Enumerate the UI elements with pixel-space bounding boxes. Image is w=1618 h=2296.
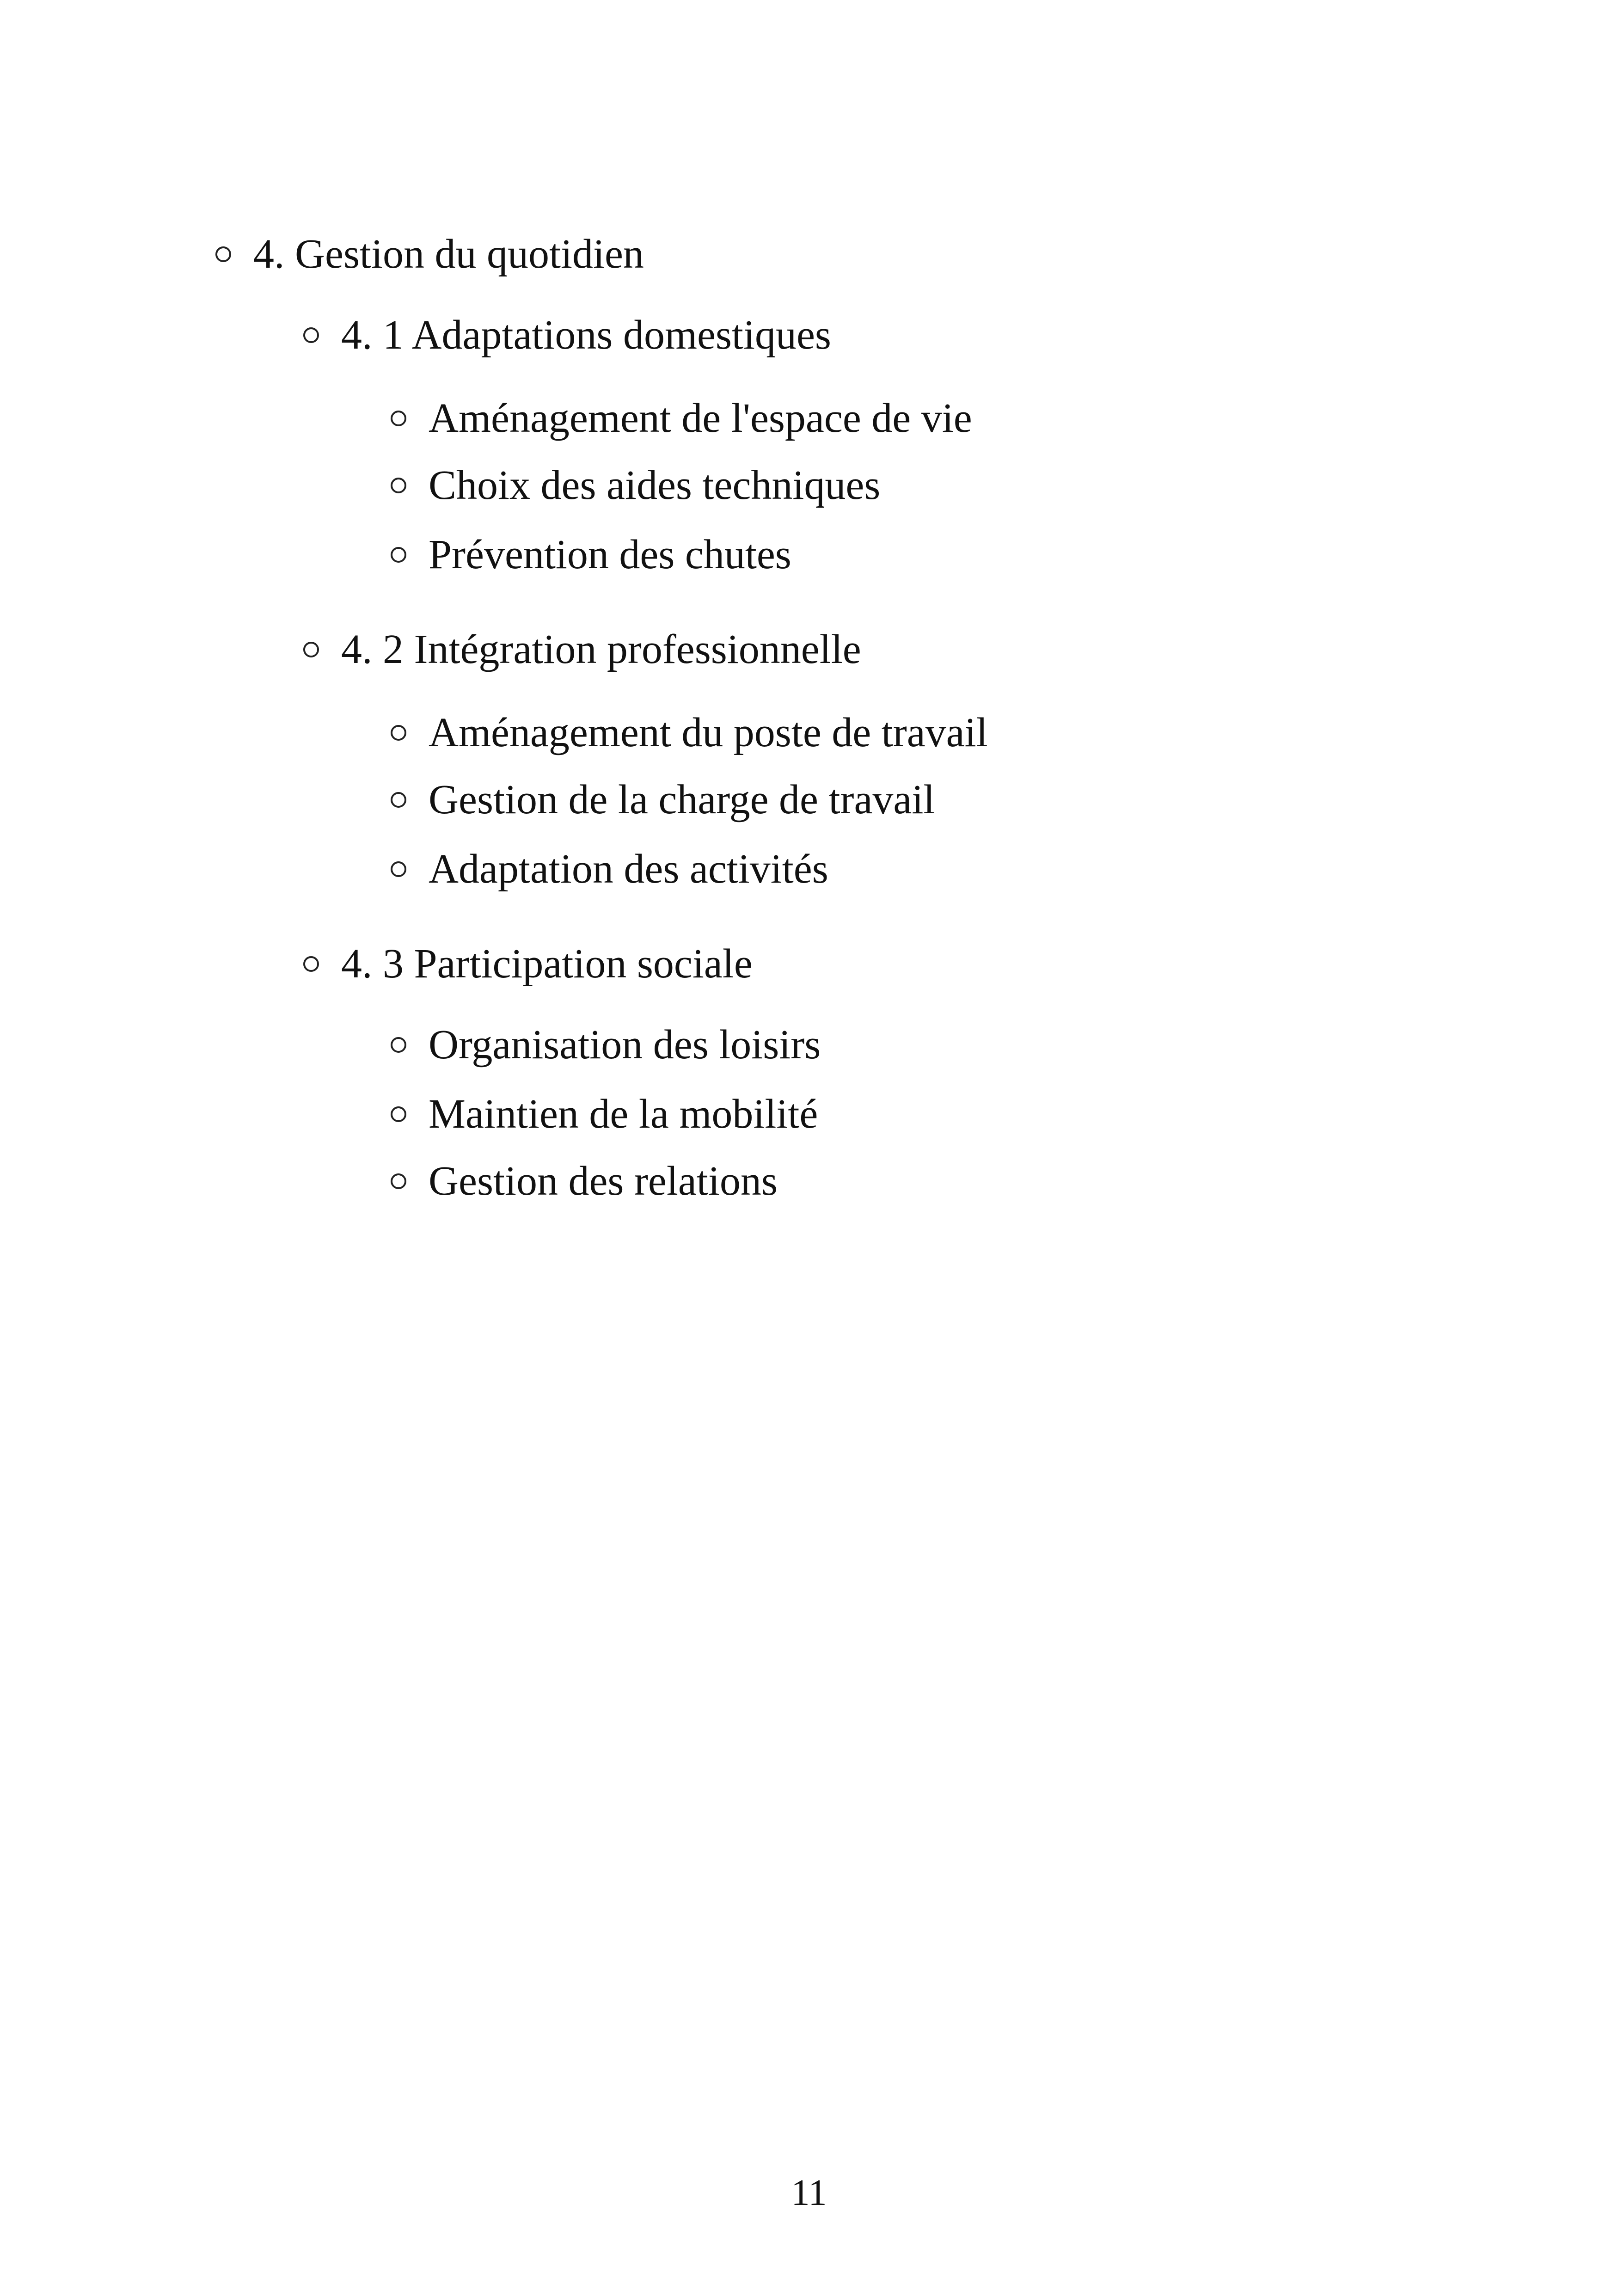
hollow-bullet-icon [391,1037,406,1053]
outline-item-label: Adaptation des activités [429,846,828,892]
section-title: 4. Gestion du quotidien [253,231,644,277]
outline-item-label: Organisation des loisirs [429,1022,821,1068]
outline-item-label: Aménagement du poste de travail [429,710,988,755]
outline-item [391,527,791,583]
subsection-title: 4. 3 Participation sociale [341,941,753,987]
hollow-bullet-icon [303,642,319,657]
hollow-bullet-icon [391,547,406,563]
hollow-bullet-icon [391,1173,406,1189]
outline-item-label: Prévention des chutes [429,532,791,577]
outline-item-subsection-4-1 [303,307,831,363]
hollow-bullet-icon [391,725,406,741]
hollow-bullet-icon [391,478,406,493]
outline-item [391,458,880,513]
outline-item [391,705,988,761]
outline-item-label: Aménagement de l'espace de vie [429,395,972,441]
outline-item-label: Maintien de la mobilité [429,1091,818,1137]
hollow-bullet-icon [391,411,406,426]
hollow-bullet-icon [303,327,319,343]
outline-item [391,1017,821,1073]
hollow-bullet-icon [391,792,406,808]
hollow-bullet-icon [391,861,406,877]
outline-item [391,1154,778,1209]
outline-item-section-4 [215,227,644,282]
outline-item [391,391,972,446]
page-number: 11 [791,2173,827,2213]
hollow-bullet-icon [391,1106,406,1122]
outline-item-label: Gestion des relations [429,1158,778,1204]
hollow-bullet-icon [303,956,319,972]
outline-item-label: Choix des aides techniques [429,462,881,508]
outline-item [391,772,935,828]
subsection-title: 4. 2 Intégration professionnelle [341,626,861,672]
outline-item [391,841,828,897]
outline-item [391,1087,818,1142]
outline-item-label: Gestion de la charge de travail [429,777,935,823]
subsection-title: 4. 1 Adaptations domestiques [341,312,831,358]
outline-item-subsection-4-2 [303,622,861,677]
outline-item-subsection-4-3 [303,936,753,992]
hollow-bullet-icon [215,246,231,262]
